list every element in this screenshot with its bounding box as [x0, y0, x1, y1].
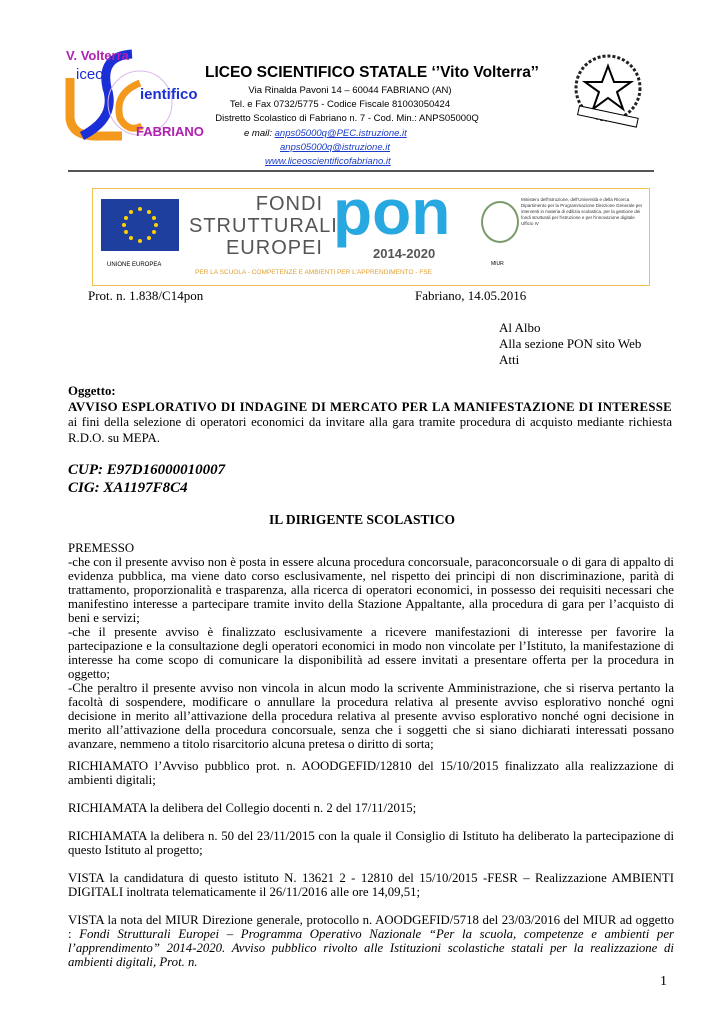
recipient: Al Albo [499, 320, 541, 335]
codes [68, 461, 225, 497]
considerations [68, 759, 674, 969]
protocol-number: Prot. n. 1.838/C14pon [88, 288, 204, 303]
republic-emblem [568, 52, 648, 133]
miur-label: MIUR [491, 261, 504, 267]
recipients [499, 320, 641, 368]
miur-note: VISTA la nota del MIUR Direzione generale, protocollo n. AOODGEFID/5718 del 23/03/2016 del MIUR ad oggetto : [68, 913, 674, 941]
district: Distretto Scolastico di Fabriano n. 7 - Cod. Min.: ANPS05000Q [215, 113, 479, 124]
school-logo [62, 48, 202, 143]
subject-title: AVVISO ESPLORATIVO DI INDAGINE DI MERCATO PER LA MANIFESTAZIONE DI INTERESSE [68, 399, 672, 414]
consideration: RICHIAMATA la delibera del Collegio docenti n. 2 del 17/11/2015; [68, 801, 417, 815]
fondi-line-2: STRUTTURALI [189, 215, 338, 237]
recipient: Atti [499, 352, 520, 367]
eu-flag [101, 199, 179, 251]
consideration-miur [68, 913, 674, 969]
logo-liceo: iceo [76, 66, 104, 83]
fondi-line-1: FONDI [255, 193, 323, 215]
header-divider [68, 170, 654, 172]
logo-top: V. Volterra [66, 48, 129, 63]
email-link[interactable]: anps05000q@istruzione.it [280, 142, 390, 153]
star-emblem-icon [568, 52, 648, 128]
email-label: e mail: [244, 128, 272, 139]
pon-banner [92, 176, 650, 286]
paragraph: -che con il presente avviso non è posta in essere alcuna procedura concorsuale, paraconcorsuale o di gara di appalto di evidenza pubblica, ma viene dato corso esclusivamente, nel rispetto dei principi di non discriminazione, parità di trattamento, proporzionalità e trasparenza, alla ricerca di operatori economici, in possesso dei requisiti necessari che manifestino interesse a partecipare tramite invito della Stazione Appaltante, alla procedura di gara per l’acquisto di beni e servizi; [68, 555, 674, 625]
fondi-line-3: EUROPEI [225, 237, 323, 259]
phone: Tel. e Fax 0732/5775 - Codice Fiscale 81003050424 [229, 99, 451, 110]
body-flow [68, 541, 674, 969]
subject-text: ai fini della selezione di operatori economici da invitare alla gara tramite procedura di acquisto mediante richiesta R.D.O. su MEPA. [68, 415, 672, 445]
cup-code: CUP: E97D16000010007 [68, 462, 226, 478]
recipient: Alla sezione PON sito Web [499, 336, 642, 351]
pon-logo: pon [333, 176, 451, 248]
address: Via Rinalda Pavoni 14 – 60044 FABRIANO (AN) [248, 85, 452, 96]
paragraph: -che il presente avviso è finalizzato esclusivamente a ricevere manifestazioni di interesse per favorire la partecipazione e la consultazione degli operatori economici in modo non vincolate per l’Istituto, la manifestazione di interesse ha come scopo di comunicare la disponibilità ad essere invitati a presentare offerta per la procedura in oggetto; [68, 625, 674, 681]
pon-tagline: PER LA SCUOLA - COMPETENZE E AMBIENTI PER L'APPRENDIMENTO - FSE [195, 269, 432, 276]
subject [68, 384, 672, 446]
pon-years: 2014-2020 [373, 246, 436, 261]
miur-text: Ministero dell'Istruzione, dell'Università e della Ricerca Dipartimento per la Programmazione Direzione Generale per interventi in materia di edilizia scolastica, per la gestione dei fondi strutturali per l'istruzione e per l'innovazione digitale Ufficio IV [521, 197, 643, 226]
premesso-section [68, 541, 674, 751]
consideration: RICHIAMATA la delibera n. 50 del 23/11/2015 con la quale il Consiglio di Istituto ha deliberato la partecipazione di questo Istituto al progetto; [68, 829, 674, 857]
pec-email-link[interactable]: anps05000q@PEC.istruzione.it [274, 128, 407, 139]
miur-emblem-icon [481, 201, 519, 243]
premesso-label: PREMESSO [68, 541, 135, 555]
section-heading: IL DIRIGENTE SCOLASTICO [268, 512, 456, 527]
logo-scientifico: ientifico [140, 86, 198, 103]
consideration: VISTA la candidatura di questo istituto N. 13621 2 - 12810 del 15/10/2015 -FESR – Realizzazione AMBIENTI DIGITALI inoltrata telematicamente il 26/11/2016 alle ore 14,09,51; [68, 871, 674, 899]
paragraph: -Che peraltro il presente avviso non vincola in alcun modo la scrivente Amministrazione, che si riserva pertanto la facoltà di sospendere, modificare o annullare la procedura relativa al presente avviso esplorativo nonché ogni decisione in merito all’attivazione della procedura relativa al presente avviso esplorativo nonché ogni decisione in merito all’attivazione della procedura concorsuale, senza che i soggetti che si siano dichiarati interessati possano avanzare, nemmeno a titolo risarcitorio alcuna pretesa o diritto di sorta; [68, 681, 674, 751]
school-name: LICEO SCIENTIFICO STATALE ‘’Vito Volterra’’ [205, 64, 539, 81]
miur-note-subject: Fondi Strutturali Europei – Programma Operativo Nazionale “Per la scuola, competenze e ambienti per l’apprendimento” 2014-2020. Avviso pubblico rivolto alle Istituzioni scolastiche statali per la realizzazione di ambienti digitali, Prot. n. [68, 927, 674, 969]
consideration: RICHIAMATO l’Avviso pubblico prot. n. AOODGEFID/12810 del 15/10/2015 finalizzato alla realizzazione di ambienti digitali; [68, 759, 674, 787]
email-line [244, 127, 407, 140]
cig-code: CIG: XA1197F8C4 [68, 480, 188, 496]
document-date: Fabriano, 14.05.2016 [415, 288, 527, 303]
subject-label: Oggetto: [68, 384, 116, 398]
eu-stars-icon [101, 199, 179, 251]
logo-city: FABRIANO [136, 124, 204, 139]
eu-label: UNIONE EUROPEA [107, 262, 162, 268]
website-link[interactable]: www.liceoscientificofabriano.it [265, 156, 391, 167]
page-number: 1 [660, 974, 667, 989]
